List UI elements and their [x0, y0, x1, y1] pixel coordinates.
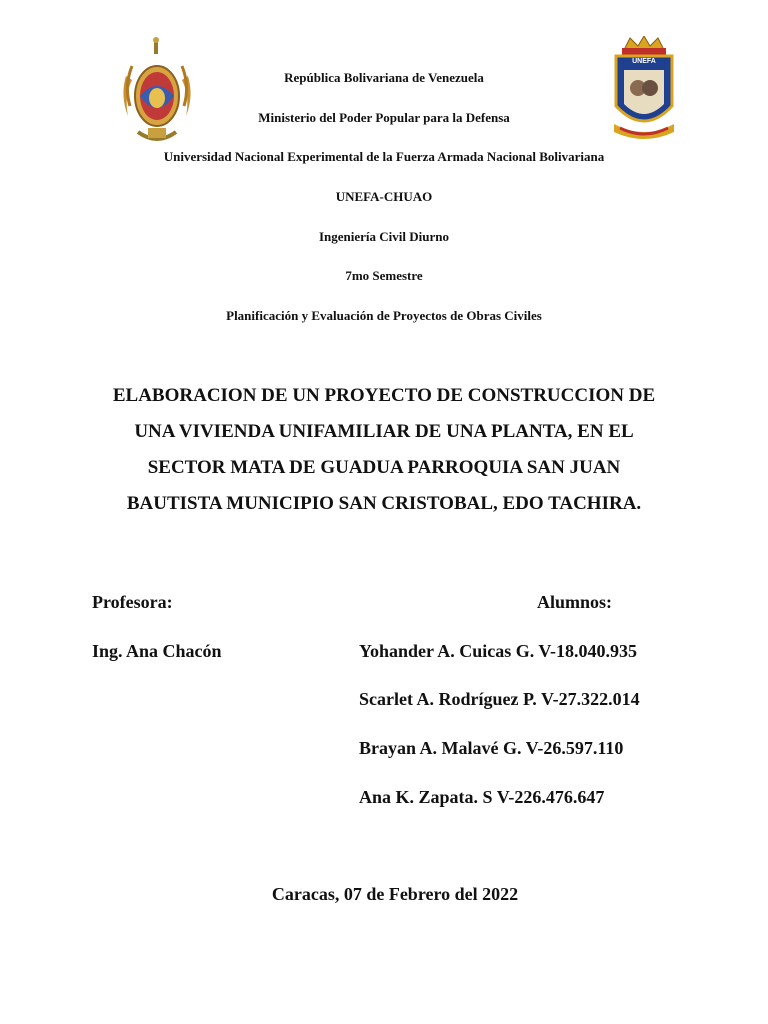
- document-title: [84, 378, 684, 522]
- title-line: UNA VIVIENDA UNIFAMILIAR DE UNA PLANTA, EN EL: [134, 421, 634, 442]
- student-entry: Scarlet A. Rodríguez P. V-27.322.014: [359, 689, 640, 709]
- unefa-emblem-text: UNEFA: [632, 58, 656, 65]
- place-date: Caracas, 07 de Febrero del 2022: [271, 884, 519, 904]
- header-campus: UNEFA-CHUAO: [335, 189, 433, 204]
- header-university: Universidad Nacional Experimental de la Fuerza Armada Nacional Bolivariana: [163, 149, 605, 164]
- unefa-emblem-logo: [610, 36, 678, 146]
- title-line: ELABORACION DE UN PROYECTO DE CONSTRUCCION DE: [112, 385, 656, 406]
- header-ministry: Ministerio del Poder Popular para la Defensa: [258, 110, 510, 125]
- student-entry: Yohander A. Cuicas G. V-18.040.935: [359, 641, 638, 661]
- professor-label: Profesora:: [92, 592, 173, 612]
- title-line: BAUTISTA MUNICIPIO SAN CRISTOBAL, EDO TACHIRA.: [126, 493, 642, 514]
- coat-of-arms-logo: [118, 36, 196, 150]
- professor-name: Ing. Ana Chacón: [92, 641, 222, 661]
- student-entry: Brayan A. Malavé G. V-26.597.110: [359, 738, 624, 758]
- header-semester: 7mo Semestre: [345, 268, 423, 283]
- students-label: Alumnos:: [537, 592, 613, 612]
- header-country: República Bolivariana de Venezuela: [284, 70, 484, 85]
- header-program: Ingeniería Civil Diurno: [318, 229, 449, 244]
- header-course: Planificación y Evaluación de Proyectos de Obras Civiles: [226, 308, 542, 323]
- title-line: SECTOR MATA DE GUADUA PARROQUIA SAN JUAN: [147, 457, 621, 478]
- student-entry: Ana K. Zapata. S V-226.476.647: [359, 787, 605, 807]
